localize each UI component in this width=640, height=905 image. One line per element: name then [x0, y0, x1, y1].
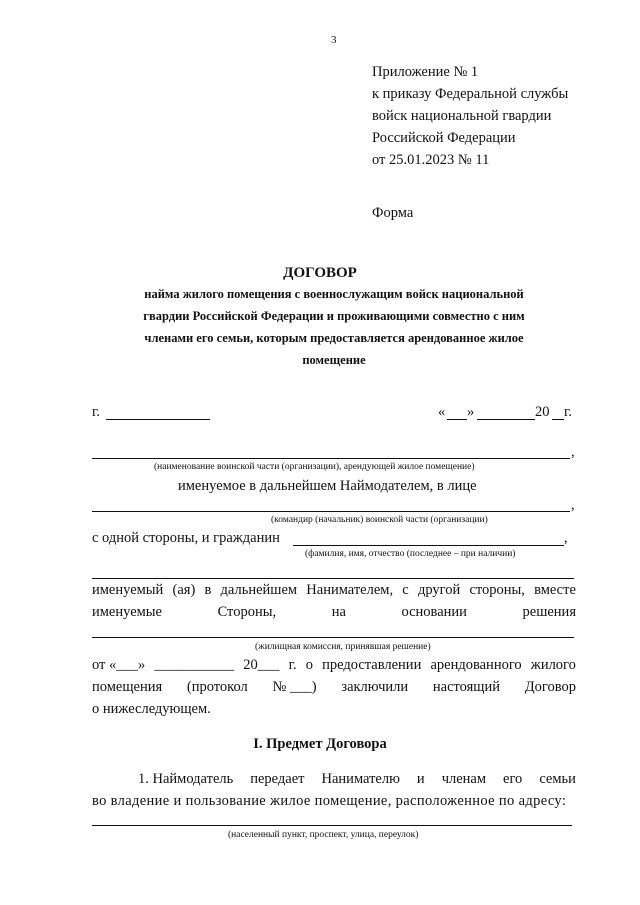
document-title: ДОГОВОР — [283, 265, 357, 281]
word: вместе — [534, 582, 576, 598]
word: Нанимателю — [321, 771, 400, 787]
comma: , — [571, 497, 575, 513]
word: о — [305, 657, 313, 673]
word: семьи — [539, 771, 576, 787]
word: 1. Наймодатель — [138, 771, 234, 787]
word: (протокол — [186, 679, 248, 695]
word: помещения — [92, 679, 163, 695]
city-field[interactable] — [106, 419, 210, 420]
word: и — [416, 771, 425, 787]
word: дальнейшем — [220, 582, 298, 598]
page-number: 3 — [331, 34, 337, 46]
appendix-line: Приложение № 1 — [372, 64, 479, 80]
caption-commission: (жилищная комиссия, принявшая решение) — [255, 642, 431, 652]
caption-fio: (фамилия, имя, отчество (последнее – при наличии) — [305, 549, 516, 559]
word: именуемый — [92, 582, 164, 598]
subtitle-line: помещение — [302, 353, 366, 367]
appendix-line: войск национальной гвардии — [372, 108, 552, 124]
year-prefix: 20 — [535, 404, 550, 420]
word: Нанимателем, — [306, 582, 394, 598]
word: Договор — [524, 679, 576, 695]
word: г. — [288, 657, 297, 673]
citizen-name-continuation-field[interactable] — [92, 578, 574, 579]
caption-unit: (наименование воинской части (организации), арендующей жилое помещение) — [154, 462, 475, 472]
word: жилого — [530, 657, 576, 673]
word: ___________ — [154, 657, 235, 673]
word: его — [503, 771, 523, 787]
word: основании — [401, 604, 467, 620]
commander-field[interactable] — [92, 511, 570, 512]
clause-1-line-2: во владение и пользование жилое помещение, расположенное по адресу: — [92, 793, 567, 809]
date-open-quote: « — [438, 404, 446, 420]
word: в — [204, 582, 212, 598]
landlord-text: именуемое в дальнейшем Наймодателем, в лице — [178, 478, 477, 494]
word: (ая) — [172, 582, 196, 598]
comma: , — [571, 444, 575, 460]
unit-name-field[interactable] — [92, 458, 570, 459]
word: предоставлении — [322, 657, 422, 673]
day-field[interactable] — [447, 419, 467, 420]
word: стороны, — [469, 582, 525, 598]
year-field[interactable] — [552, 419, 564, 420]
word: 20___ — [243, 657, 280, 673]
date-close-quote: » — [467, 404, 475, 420]
word: от «___» — [92, 657, 146, 673]
word: членам — [441, 771, 487, 787]
appendix-line: к приказу Федеральной службы — [372, 86, 569, 102]
decision-line-2 — [92, 679, 576, 696]
citizen-name-field[interactable] — [293, 545, 564, 546]
subtitle-line: членами его семьи, которым предоставляется арендованное жилое — [144, 331, 524, 345]
word: с — [402, 582, 409, 598]
month-field[interactable] — [477, 419, 535, 420]
word: именуемые — [92, 604, 162, 620]
comma: , — [564, 530, 568, 546]
word: арендованного — [430, 657, 522, 673]
word: решения — [522, 604, 576, 620]
caption-address: (населенный пункт, проспект, улица, переулок) — [228, 830, 419, 840]
form-label: Форма — [372, 205, 414, 221]
commission-field[interactable] — [92, 637, 574, 638]
word: на — [331, 604, 346, 620]
appendix-line: Российской Федерации — [372, 130, 516, 146]
section-title: I. Предмет Договора — [253, 736, 387, 752]
word: Стороны, — [217, 604, 277, 620]
decision-line-3: о нижеследующем. — [92, 701, 211, 717]
citizen-text: с одной стороны, и гражданин — [92, 530, 280, 546]
city-prefix: г. — [92, 404, 100, 420]
caption-commander: (командир (начальник) воинской части (организации) — [271, 515, 488, 525]
tenant-line-2 — [92, 604, 576, 621]
subtitle-line: гвардии Российской Федерации и проживающими совместно с ним — [143, 309, 525, 323]
word: заключили — [341, 679, 409, 695]
subtitle-line: найма жилого помещения с военнослужащим войск национальной — [144, 287, 524, 301]
word: передает — [250, 771, 305, 787]
clause-1-line-1 — [138, 771, 576, 788]
year-suffix: г. — [564, 404, 572, 420]
appendix-date-number: от 25.01.2023 № 11 — [372, 152, 490, 168]
word: другой — [417, 582, 461, 598]
address-field[interactable] — [92, 825, 572, 826]
word: № ___) — [272, 679, 317, 695]
tenant-line-1 — [92, 582, 576, 599]
decision-line-1 — [92, 657, 576, 674]
word: настоящий — [432, 679, 500, 695]
